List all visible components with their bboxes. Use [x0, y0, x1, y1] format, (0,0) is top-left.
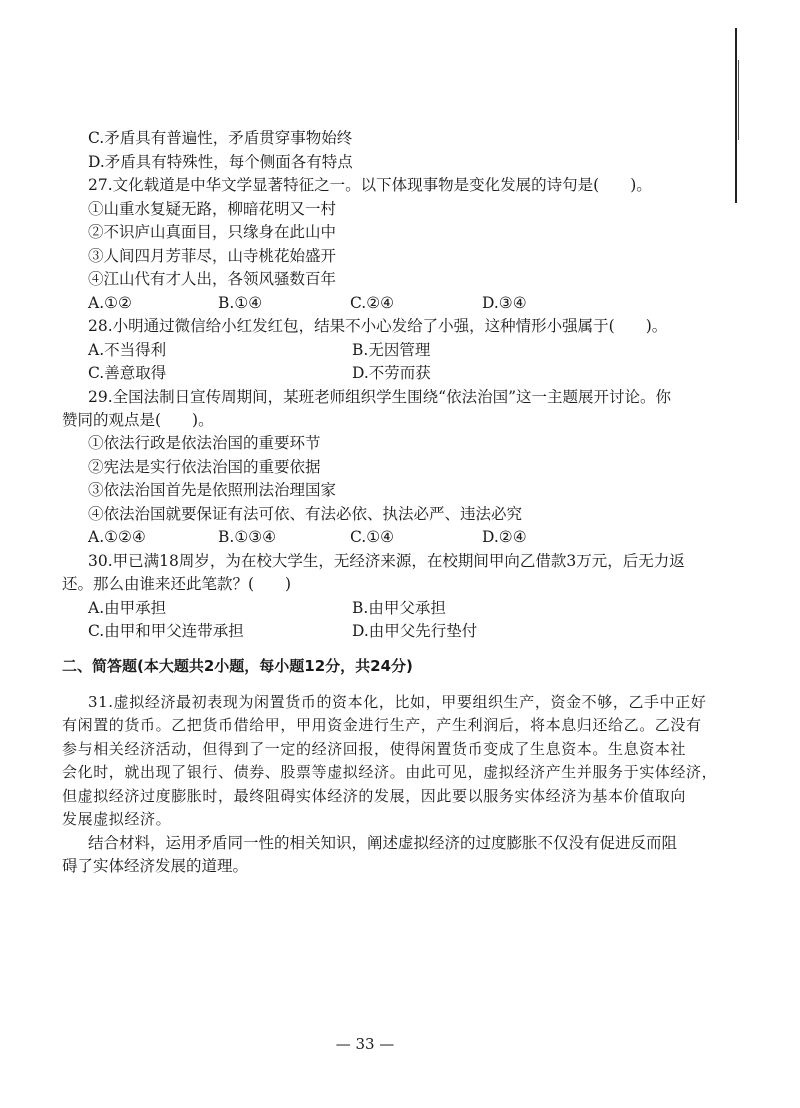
- option-b: B.①③④: [218, 528, 277, 546]
- option-c: C.由甲和甲父连带承担: [88, 622, 244, 640]
- option-c: C.①④: [350, 528, 395, 546]
- scan-edge-line: [735, 28, 737, 203]
- option-b: B.①④: [218, 294, 263, 312]
- exam-page: C.矛盾具有普遍性，矛盾贯穿事物始终 D.矛盾具有特殊性，每个侧面各有特点 27.文化载道是中华文学显著特征之一。以下体现事物是变化发展的诗句是( )。 ①山重水复疑无路，柳暗花明又一村 ②不识庐山真面目，只缘身在此山中 ③人间四月芳菲尽，山寺桃花始盛开 ④江山代有才人出，各领风骚数百年 A.①② B.①④ C.②④ D.③④ 28.小明通过微信给小红发红包，结果不小心发给了小强，这种情形小强属于( )。 A.不当得利 B.无因管理 C.善意取得 D.不劳而获 29.全国法制日宣传周期间，某班老师组织学生围绕“依法治国”这一主题展开讨论。你 赞同的观点是( )。 ①依法行政是依法治国的重要环节 ②宪法是实行依法治国的重要依据 ③依法治国首先是依照刑法治理国家 ④依法治国就要保证有法可依、有法必依、执法必严、违法必究 A.①②④ B.①③④ C.①④ D.②④ 30.甲已满18周岁，为在校大学生，无经济来源，在校期间甲向乙借款3万元，后无力返 还。那么由谁来还此笔款？( ) A.由甲承担 B.由甲父承担 C.由甲和甲父连带承担 D.由甲父先行垫付 二、简答题(本大题共2小题，每小题12分，共24分) 31.虚拟经济最初表现为闲置货币的资本化，比如，甲要组织生产，资金不够，乙手中正好 有闲置的货币。乙把货币借给甲，甲用资金进行生产，产生利润后，将本息归还给乙。乙没有 参与相关经济活动，但得到了一定的经济回报，使得闲置货币变成了生息资本。生息资本社 会化时，就出现了银行、债券、股票等虚拟经济。由此可见，虚拟经济产生并服务于实体经济， 但虚拟经济过度膨胀时，最终阻碍实体经济的发展，因此要以服务实体经济为基本价值取向 发展虚拟经济。 结合材料，运用矛盾同一性的相关知识，阐述虚拟经济的过度膨胀不仅没有促进反而阻 碍了实体经济发展的道理。 — 33 —: [0, 0, 800, 1108]
- option-a: A.①②④: [88, 528, 146, 546]
- option-d: D.③④: [482, 294, 527, 312]
- scan-edge-line: [738, 60, 739, 140]
- option-a: A.不当得利: [88, 341, 167, 359]
- option-a: A.由甲承担: [88, 599, 167, 617]
- option-b: B.无因管理: [352, 341, 431, 359]
- option-d: D.不劳而获: [352, 364, 431, 382]
- option-c: C.善意取得: [88, 364, 167, 382]
- option-d: D.②④: [482, 528, 527, 546]
- page-number: — 33 —: [335, 1035, 395, 1053]
- option-d: D.由甲父先行垫付: [352, 622, 478, 640]
- option-a: A.①②: [88, 294, 132, 312]
- option-b: B.由甲父承担: [352, 599, 446, 617]
- option-c: C.②④: [350, 294, 395, 312]
